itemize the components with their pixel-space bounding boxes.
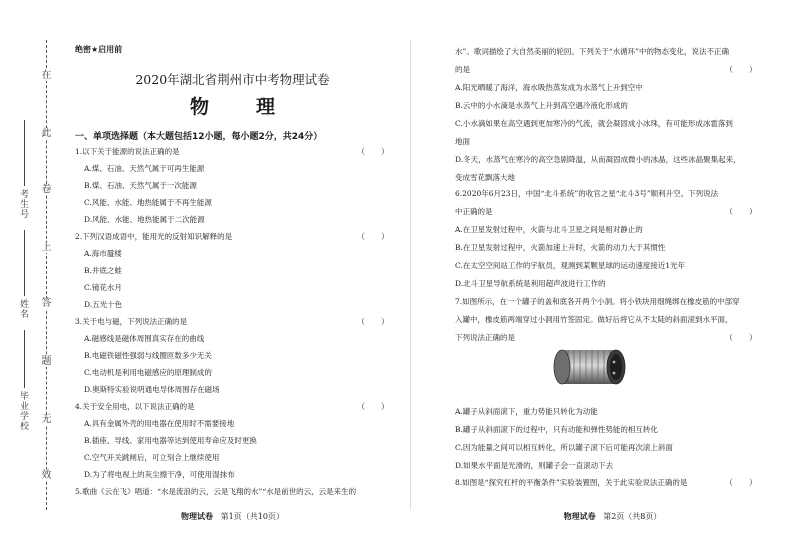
seal-char: 上 xyxy=(41,242,52,253)
subject-title: 物 理 xyxy=(189,96,289,118)
option: B.电磁铁磁性强弱与线圈匝数多少无关 xyxy=(84,351,212,360)
field-label-student-id: 考生号 xyxy=(19,190,29,220)
page-divider xyxy=(410,40,411,510)
option: C.镜花水月 xyxy=(84,283,122,292)
question-stem: 7.如图所示，在一个罐子的盖和底各开两个小洞。将小铁块用细绳绑在橡皮筋的中部穿 xyxy=(455,297,740,306)
answer-paren: （ ） xyxy=(357,232,389,241)
footer-subject: 物理试卷 xyxy=(181,512,214,521)
option: C.在太空空间站工作的宇航员，观测到某颗星球的运动速度接近1光年 xyxy=(455,261,686,270)
seal-char: 卷 xyxy=(41,184,52,195)
footer-page-number: 第1页（共10页） xyxy=(220,512,284,521)
answer-paren: （ ） xyxy=(725,65,757,74)
page-footer xyxy=(75,511,390,522)
question-stem: 8.如图是“探究杠杆的平衡条件”实验装置图，关于此实验说法正确的是 xyxy=(455,478,688,487)
option: A.具有金属外壳的用电器在使用时不需要接地 xyxy=(84,419,235,428)
option: A.磁感线是磁体周围真实存在的曲线 xyxy=(84,334,205,343)
can-opening xyxy=(610,354,622,380)
option: A.海市蜃楼 xyxy=(84,249,122,258)
field-line-name xyxy=(24,230,25,296)
page-footer xyxy=(455,511,770,522)
option: B.云中的小水滴是水蒸气上升到高空遇冷液化形成的 xyxy=(455,101,628,110)
option-continued: 地面 xyxy=(455,137,470,146)
answer-paren: （ ） xyxy=(357,402,389,411)
answer-paren: （ ） xyxy=(357,317,389,326)
question-stem-continued: 入罐中，橡皮筋两端穿过小洞用竹签固定。做好后将它从不太陡的斜面滚到水平面， xyxy=(455,315,733,324)
field-label-name: 姓名 xyxy=(19,300,29,320)
option: C.小水滴如果在高空遇到更加寒冷的气流，就会凝固成小冰珠，有可能形成冰雹落到 xyxy=(455,119,733,128)
option: D.如果水平面是光滑的，则罐子会一直滚动下去 xyxy=(455,461,614,470)
option: A.阳光晒暖了海洋，海水吸热蒸发成为水蒸气上升到空中 xyxy=(455,83,643,92)
option: A.煤、石油、天然气属于可再生能源 xyxy=(84,164,205,173)
field-line-school xyxy=(24,330,25,388)
option: B.插座、导线、家用电器等达到使用寿命应及时更换 xyxy=(84,436,257,445)
option: C.空气开关跳闸后，可立刻合上继续使用 xyxy=(84,453,220,462)
question-stem: 4.关于安全用电，以下说法正确的是 xyxy=(75,402,195,411)
option: B.罐子从斜面滚下的过程中，只有动能和弹性势能的相互转化 xyxy=(455,425,658,434)
question-stem-continued: 水”。歌词描绘了大自然美丽的轮回。下列关于“水循环”中的物态变化，说法不正确 xyxy=(455,47,730,56)
question-stem-continued: 下列说法正确的是 xyxy=(455,333,515,342)
seal-char: 在 xyxy=(41,70,52,81)
question-stem-continued: 的是 xyxy=(455,65,470,74)
question-stem: 2.下列汉语成语中，能用光的反射知识解释的是 xyxy=(75,232,233,241)
option: B.井底之蛙 xyxy=(84,266,122,275)
answer-paren: （ ） xyxy=(725,333,757,342)
option-continued: 变成雪花飘落大地 xyxy=(455,173,515,182)
field-line-student-id xyxy=(24,120,25,186)
option: D.五光十色 xyxy=(84,300,123,309)
answer-paren: （ ） xyxy=(357,147,389,156)
option: B.在卫星发射过程中，火箭加速上升时，火箭的动力大于其惯性 xyxy=(455,243,666,252)
option: D.奥斯特实验说明通电导体周围存在磁场 xyxy=(84,385,220,394)
field-label-school: 毕业学校 xyxy=(19,392,29,432)
seal-char: 效 xyxy=(41,470,52,481)
option: D.为了将电视上的灰尘擦干净，可使用湿抹布 xyxy=(84,470,235,479)
option: A.罐子从斜面滚下，重力势能只转化为动能 xyxy=(455,407,598,416)
question-stem: 3.关于电与磁，下列说法正确的是 xyxy=(75,317,188,326)
page-2 xyxy=(455,0,770,560)
confidential-mark: 绝密★启用前 xyxy=(75,45,123,54)
exam-title: 2020年湖北省荆州市中考物理试卷 xyxy=(135,72,330,87)
can-lid xyxy=(554,350,570,384)
option: B.煤、石油、天然气属于一次能源 xyxy=(84,181,197,190)
rolling-can-figure xyxy=(550,340,630,392)
option: D.冬天，水蒸气在寒冷的高空急剧降温，从而凝固成微小的冰晶，这些冰晶聚集起来， xyxy=(455,155,741,164)
question-stem: 5.歌曲《云在飞》唱道：“水是流浪的云，云是飞翔的水”“水是前世的云，云是来生的 xyxy=(75,487,357,496)
seal-dashed-line xyxy=(46,40,47,510)
option: D.北斗卫星导航系统是利用超声波进行工作的 xyxy=(455,279,606,288)
answer-paren: （ ） xyxy=(725,207,757,216)
option: C.电动机是利用电磁感应的原理制成的 xyxy=(84,368,212,377)
option: A.在卫星发射过程中，火箭与北斗卫星之间是相对静止的 xyxy=(455,225,643,234)
footer-subject: 物理试卷 xyxy=(563,512,596,521)
seal-char: 答 xyxy=(41,298,52,309)
question-stem-continued: 中正确的是 xyxy=(455,207,493,216)
option: C.因为能量之间可以相互转化，所以罐子滚下后可能再次滚上斜面 xyxy=(455,443,673,452)
binding-margin xyxy=(0,0,62,560)
section-title: 一、单项选择题（本大题包括12小题，每小题2分，共24分） xyxy=(75,132,323,142)
answer-paren: （ ） xyxy=(725,478,757,487)
page-1 xyxy=(75,0,390,560)
footer-page-number: 第2页（共8页） xyxy=(603,512,662,521)
seal-char: 题 xyxy=(41,356,52,367)
option: C.风能、水能、地热能属于不再生能源 xyxy=(84,198,212,207)
seal-char: 无 xyxy=(41,414,52,425)
question-stem: 1.以下关于能源的说法正确的是 xyxy=(75,147,180,156)
option: D.风能、水能、地热能属于二次能源 xyxy=(84,215,205,224)
seal-char: 此 xyxy=(41,128,52,139)
question-stem: 6.2020年6月23日，中国“北斗系统”的收官之星“北斗3号”顺利升空。下列说法 xyxy=(455,189,719,198)
